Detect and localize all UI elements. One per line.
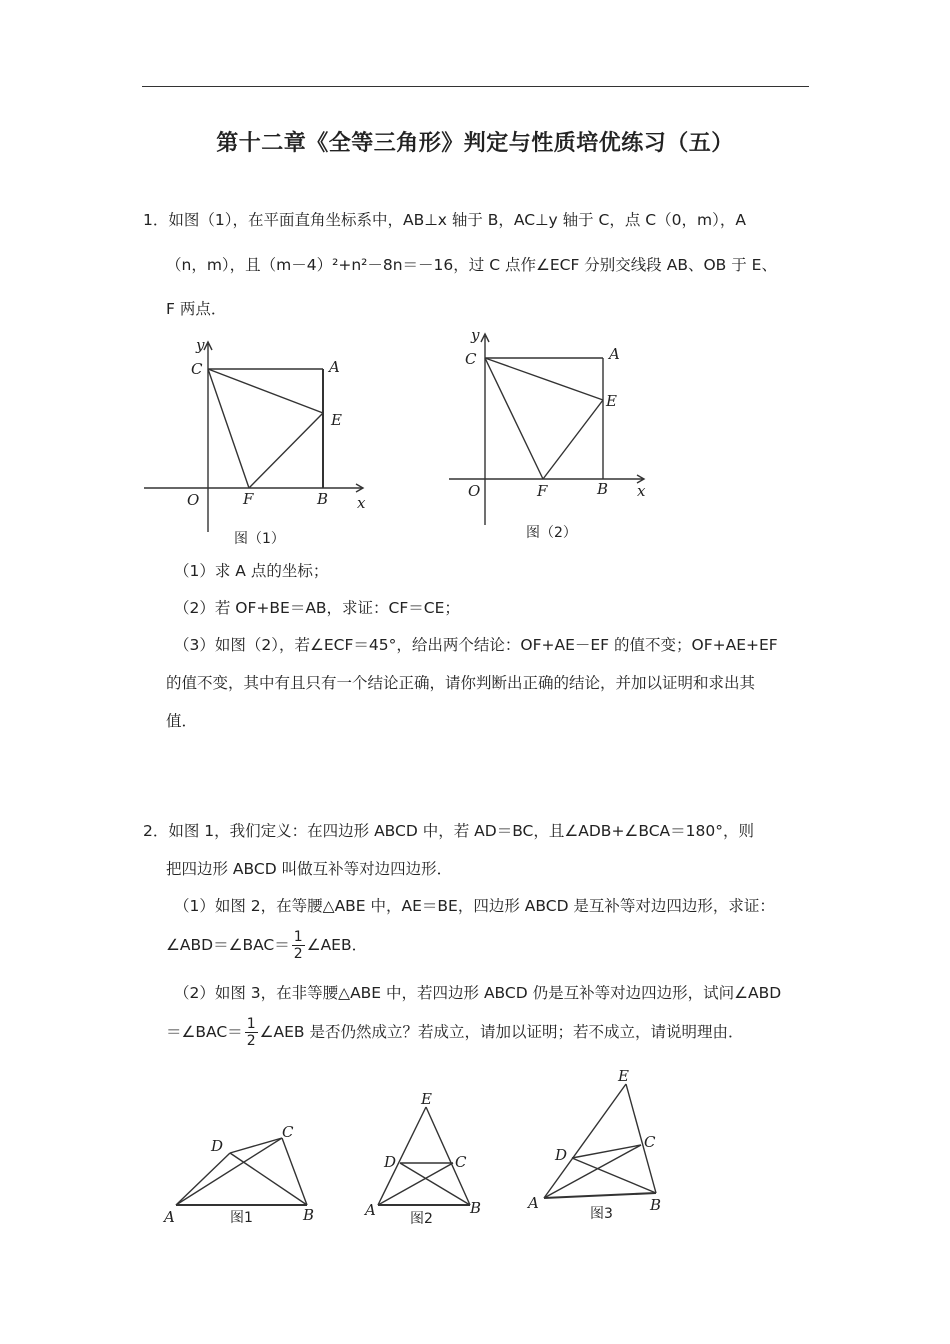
label-y: y	[196, 336, 205, 354]
label-d: D	[555, 1146, 568, 1164]
q1-sub3-line1: （3）如图（2），若∠ECF＝45°，给出两个结论：OF+AE－EF 的值不变；OF+AE+EF	[174, 636, 778, 654]
label-f: F	[243, 490, 254, 508]
fraction-one-half	[292, 930, 305, 961]
q2-figure-2	[360, 1085, 490, 1235]
segment-fe	[543, 400, 603, 479]
q2-figure-1	[160, 1115, 330, 1235]
q1-figure-2	[443, 322, 663, 547]
label-e: E	[331, 411, 342, 429]
q1-line1: 1．如图（1），在平面直角坐标系中，AB⊥x 轴于 B，AC⊥y 轴于 C，点 C（0，m），A	[143, 211, 746, 229]
label-c: C	[191, 360, 203, 378]
label-b: B	[650, 1196, 662, 1214]
label-a: A	[365, 1201, 376, 1219]
label-c: C	[455, 1153, 467, 1171]
label-d: D	[384, 1153, 397, 1171]
label-a: A	[528, 1194, 539, 1212]
q1-line2: （n，m），且（m－4）²+n²－8n＝－16，过 C 点作∠ECF 分别交线段 AB、OB 于 E、	[166, 256, 777, 274]
q1-sub1: （1）求 A 点的坐标；	[174, 562, 329, 580]
q2-line1: 2．如图 1，我们定义：在四边形 ABCD 中，若 AD＝BC，且∠ADB+∠BCA＝180°，则	[143, 822, 754, 840]
q2-sub2-formula-post: ∠AEB 是否仍然成立？若成立，请加以证明；若不成立，请说明理由．	[259, 1023, 744, 1041]
segment-ad	[176, 1153, 230, 1205]
q2-sub1-formula-pre: ∠ABD＝∠BAC＝	[166, 936, 290, 954]
segment-ce	[208, 369, 323, 413]
q1-sub2: （2）若 OF+BE＝AB，求证：CF＝CE；	[174, 599, 460, 617]
diagonal-db	[230, 1153, 307, 1205]
q2-figure-1-caption: 图1	[230, 1210, 253, 1226]
fraction-one-half	[245, 1017, 258, 1048]
segment-ab	[544, 1193, 656, 1198]
label-c: C	[282, 1123, 294, 1141]
label-b: B	[597, 480, 609, 498]
page-title: 第十二章《全等三角形》判定与性质培优练习（五）	[216, 131, 734, 156]
label-a: A	[609, 345, 620, 363]
segment-cf	[208, 369, 249, 488]
label-c: C	[644, 1133, 656, 1151]
label-a: A	[329, 358, 340, 376]
diagonal-ac	[176, 1138, 282, 1205]
q2-figure-3-caption: 图3	[590, 1206, 613, 1222]
label-x: x	[357, 494, 366, 512]
label-d: D	[211, 1137, 224, 1155]
fraction-numerator: 1	[293, 929, 303, 945]
q2-sub2-line1: （2）如图 3，在非等腰△ABE 中，若四边形 ABCD 仍是互补等对边四边形，试问∠ABD	[174, 984, 782, 1002]
label-a: A	[164, 1208, 175, 1226]
label-e: E	[618, 1067, 629, 1085]
header-rule	[142, 86, 809, 87]
label-o: O	[468, 482, 481, 500]
q2-sub2-line2	[166, 1017, 743, 1048]
label-y: y	[471, 326, 480, 344]
label-e: E	[421, 1090, 432, 1108]
label-b: B	[303, 1206, 315, 1224]
q2-sub1-line2	[166, 930, 367, 961]
q1-line3: F 两点．	[166, 300, 227, 318]
q1-figure-1	[140, 330, 380, 552]
label-x: x	[637, 482, 646, 500]
q1-figure-1-caption: 图（1）	[234, 531, 285, 547]
segment-dc	[572, 1145, 641, 1158]
label-o: O	[187, 491, 200, 509]
label-e: E	[606, 392, 617, 410]
segment-fe	[249, 413, 323, 488]
label-b: B	[317, 490, 329, 508]
q1-figure-2-caption: 图（2）	[526, 525, 577, 541]
segment-cb	[282, 1138, 307, 1205]
label-f: F	[537, 482, 548, 500]
q2-sub2-formula-pre: ＝∠BAC＝	[166, 1023, 243, 1041]
q2-sub1-formula-post: ∠AEB．	[306, 936, 368, 954]
q1-sub3-line2: 的值不变，其中有且只有一个结论正确，请你判断出正确的结论，并加以证明和求出其	[166, 674, 756, 692]
q2-line2: 把四边形 ABCD 叫做互补等对边四边形．	[166, 860, 453, 878]
q1-sub3-line3: 值．	[166, 712, 198, 730]
label-b: B	[470, 1199, 482, 1217]
label-c: C	[465, 350, 477, 368]
q2-figure-3	[522, 1063, 682, 1228]
q2-sub1-line1: （1）如图 2，在等腰△ABE 中，AE＝BE，四边形 ABCD 是互补等对边四边形，求证：	[174, 897, 775, 915]
fraction-denominator: 2	[246, 1033, 256, 1049]
segment-dc	[230, 1138, 282, 1153]
q2-figure-2-caption: 图2	[410, 1211, 433, 1227]
segment-ae	[544, 1084, 626, 1198]
fraction-numerator: 1	[246, 1016, 256, 1032]
fraction-denominator: 2	[293, 946, 303, 962]
